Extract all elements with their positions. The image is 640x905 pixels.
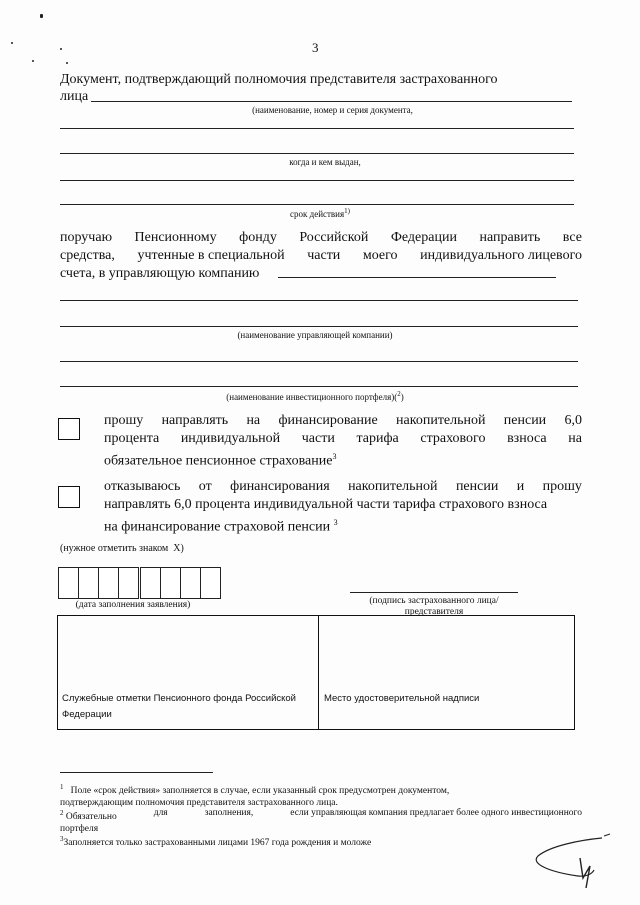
footnote-text: Заполняется только застрахованными лицами 1967 года рождения и моложе — [63, 838, 372, 849]
portfolio-close: ) — [400, 392, 404, 402]
footnote-number: 3 — [60, 835, 64, 843]
instruction-line-2 — [60, 247, 582, 264]
document-field-line-5 — [60, 204, 574, 205]
footnote-1-line-1 — [60, 781, 580, 797]
document-field-line-4 — [60, 180, 574, 181]
option-1-line-2 — [104, 430, 582, 447]
instruction-word: средства, — [60, 248, 115, 263]
option-word: взноса — [507, 431, 547, 446]
footnote-1 — [60, 781, 580, 809]
option-word: страхового — [420, 431, 486, 446]
option-word: финансирования — [230, 479, 330, 494]
option-word: тарифа — [356, 431, 399, 446]
date-cell[interactable] — [58, 567, 79, 599]
instruction-word: Пенсионному — [134, 230, 217, 245]
instruction-word: все — [562, 230, 582, 245]
instruction-word: направить — [479, 230, 541, 245]
footnote-2-line-2: портфеля — [60, 824, 99, 835]
date-cell[interactable] — [98, 567, 119, 599]
document-issued-caption: когда и кем выдан, — [289, 157, 361, 167]
option-1-line-3 — [104, 448, 336, 470]
portfolio-name-caption — [190, 389, 440, 402]
date-cell[interactable] — [200, 567, 221, 599]
scan-speck — [66, 62, 68, 64]
instruction-word: поручаю — [60, 230, 113, 245]
document-field-line — [91, 101, 572, 102]
option-checkbox-fund-pension[interactable] — [58, 418, 80, 440]
footnote-ref-2: 2 — [397, 390, 401, 398]
page-number: 3 — [312, 40, 319, 55]
option-word: 6,0 — [564, 413, 582, 428]
option-2-line-2: направлять 6,0 процента индивидуальной части тарифа страхового взноса — [104, 497, 548, 512]
service-box-divider — [318, 616, 319, 729]
validity-label: срок действия — [290, 209, 345, 219]
mark-instruction: (нужное отметить знаком Х) — [60, 543, 184, 554]
document-validity-caption — [240, 206, 400, 219]
option-2-line-1 — [104, 478, 582, 495]
date-cell[interactable] — [140, 567, 161, 599]
document-field-line-3 — [60, 153, 574, 154]
portfolio-field-line — [60, 361, 578, 362]
option-word: направлять — [161, 413, 229, 428]
footnote-1-line-2: подтверждающим полномочия представителя застрахованного лица. — [60, 798, 338, 809]
option-word: прошу — [542, 479, 582, 494]
date-caption: (дата заполнения заявления) — [75, 600, 191, 610]
footnote-word: если управляющая компания предлагает более одного инвестиционного — [290, 808, 582, 818]
instruction-word: индивидуального лицевого — [420, 248, 582, 263]
company-field-line-2 — [60, 300, 578, 301]
document-heading-cont: лица — [60, 89, 89, 104]
footnote-word: заполнения, — [204, 808, 254, 818]
option-word: на — [246, 413, 261, 428]
option-text: обязательное пенсионное страхование — [104, 453, 333, 469]
signature-line[interactable] — [350, 592, 518, 593]
footnote-number: 2 — [60, 809, 64, 817]
option-word: от — [198, 479, 212, 494]
pfr-marks-label — [62, 691, 296, 723]
portfolio-field-line-2 — [60, 386, 578, 387]
instruction-word: Федерации — [390, 230, 457, 245]
document-heading: Документ, подтверждающий полномочия представителя застрахованного — [60, 72, 498, 87]
footnote-separator — [60, 772, 213, 773]
instruction-word: части — [307, 248, 341, 263]
date-cell[interactable] — [180, 567, 201, 599]
option-word: части — [301, 431, 335, 446]
service-box — [57, 615, 575, 730]
footnote-number: 1 — [60, 783, 64, 791]
footnote-ref-3: 3 — [332, 452, 337, 461]
footnote-2-line-1 — [60, 807, 582, 823]
document-field-line-2 — [60, 128, 574, 129]
option-1-line-1 — [104, 412, 582, 429]
instruction-word: моего — [362, 248, 398, 263]
pfr-marks-line-2: Федерации — [62, 709, 112, 720]
footnote-text: Поле «срок действия» заполняется в случае, если указанный срок предусмотрен документом, — [70, 786, 450, 797]
instruction-line-1 — [60, 229, 582, 246]
handwritten-signature — [520, 828, 620, 893]
date-cell[interactable] — [118, 567, 139, 599]
option-word: пенсии — [455, 479, 499, 494]
company-field-line — [278, 277, 556, 278]
scan-speck — [11, 42, 13, 44]
scan-speck — [60, 48, 62, 50]
option-word: на — [568, 431, 582, 446]
option-word: индивидуальной — [180, 431, 281, 446]
footnote-word — [60, 807, 117, 823]
instruction-word: учтенные в специальной — [137, 248, 285, 263]
option-2-line-3 — [104, 514, 338, 536]
signature-caption-cont: представителя — [404, 607, 464, 617]
instruction-word: Российской — [299, 230, 369, 245]
footnote-word: для — [153, 808, 168, 818]
date-cell[interactable] — [78, 567, 99, 599]
option-word: пенсии — [503, 413, 547, 428]
instruction-line-3: счета, в управляющую компанию — [60, 266, 260, 281]
option-word: накопительной — [396, 413, 486, 428]
option-word: финансирование — [278, 413, 378, 428]
option-checkbox-insurance-pension[interactable] — [58, 486, 80, 508]
signature-caption: (подпись застрахованного лица/ — [369, 596, 499, 606]
company-name-caption: (наименование управляющей компании) — [237, 330, 393, 340]
pfr-marks-line-1: Служебные отметки Пенсионного фонда Российской — [62, 693, 296, 704]
notary-place-label: Место удостоверительной надписи — [324, 693, 480, 704]
footnote-ref-1: 1) — [344, 207, 350, 215]
scan-speck — [40, 14, 43, 18]
option-word: накопительной — [348, 479, 438, 494]
footnote-2 — [60, 807, 582, 835]
option-word: и — [516, 479, 525, 494]
option-text: на финансирование страховой пенсии — [104, 519, 334, 535]
instruction-word: фонду — [239, 230, 277, 245]
portfolio-label: (наименование инвестиционного портфеля)( — [226, 392, 398, 402]
option-word: процента — [104, 431, 160, 446]
scan-speck — [32, 60, 34, 62]
footnote-3 — [60, 833, 580, 849]
option-word: прошу — [104, 413, 144, 428]
company-field-line-3 — [60, 326, 578, 327]
option-word: отказываюсь — [104, 479, 181, 494]
date-cell[interactable] — [160, 567, 181, 599]
footnote-ref-3: 3 — [333, 518, 338, 527]
footnote-word-text: Обязательно — [65, 812, 117, 823]
document-name-caption: (наименование, номер и серия документа, — [252, 105, 413, 115]
